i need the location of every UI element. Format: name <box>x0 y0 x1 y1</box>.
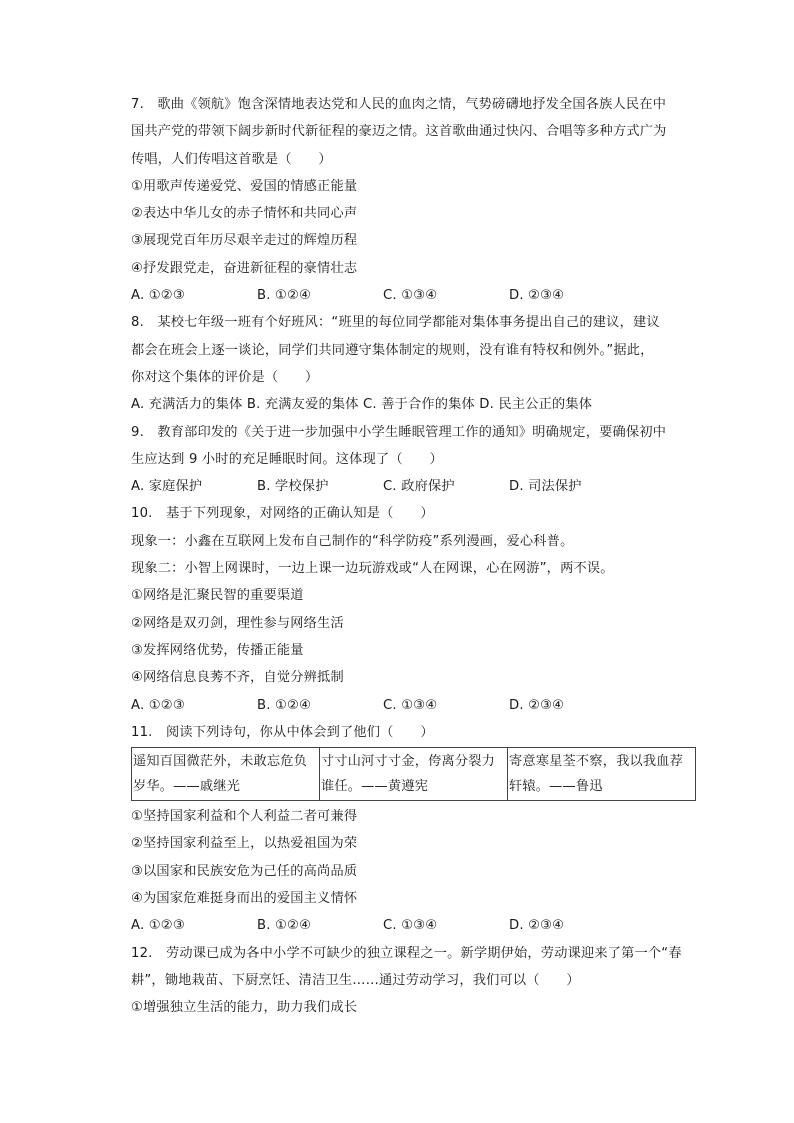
statement-item: ②表达中华儿女的赤子情怀和共同心声 <box>131 206 358 222</box>
exam-page <box>131 91 696 1022</box>
option-b: B. ①②④ <box>257 288 312 304</box>
phenomenon-2: 现象二：小智上网课时，一边上课一边玩游戏或“人在网课，心在网游”，两不误。 <box>131 561 614 577</box>
question-8 <box>131 309 696 418</box>
question-stem-line: 国共产党的带领下阔步新时代新征程的豪迈之情。这首歌曲通过快闪、合唱等多种方式广为 <box>131 124 667 140</box>
question-11 <box>131 719 696 940</box>
statement-item: ③以国家和民族安危为己任的高尚品质 <box>131 863 358 879</box>
option-a: A. 家庭保护 <box>131 479 203 495</box>
option-c: C. ①③④ <box>383 697 438 713</box>
question-stem-line: 都会在班会上逐一谈论，同学们共同遵守集体制定的规则，没有谁有特权和例外。”据此， <box>131 342 654 358</box>
option-a: A. ①②③ <box>131 697 185 713</box>
poem-cell-huangzunxian <box>320 748 508 801</box>
option-d: D. ②③④ <box>509 697 565 713</box>
question-stem-line: 生应达到 9 小时的充足睡眠时间。这体现了（ ） <box>131 451 443 467</box>
option-d: D. 司法保护 <box>509 479 582 495</box>
phenomenon-1: 现象一：小鑫在互联网上发布自己制作的“科学防疫”系列漫画，爱心科普。 <box>131 533 574 549</box>
question-stem-line: 10. 基于下列现象，对网络的正确认知是（ ） <box>131 506 434 522</box>
poem-cell-qijiguang <box>132 748 320 801</box>
poem-line: 寸寸山河寸寸金，侉离分裂力 <box>321 754 496 770</box>
question-stem-line: 11. 阅读下列诗句，你从中体会到了他们（ ） <box>131 724 434 740</box>
answer-options <box>131 912 696 939</box>
option-c: C. ①③④ <box>383 918 438 934</box>
poem-cell-luxun <box>508 748 696 801</box>
question-stem-line: 8. 某校七年级一班有个好班风：“班里的每位同学都能对集体事务提出自己的建议，建议 <box>131 315 660 331</box>
statement-item: ③展现党百年历尽艰辛走过的辉煌历程 <box>131 233 358 249</box>
poem-line: 寄意寒星荃不察，我以我血荐 <box>509 754 684 770</box>
question-10 <box>131 500 696 718</box>
statement-item: ①增强独立生活的能力，助力我们成长 <box>131 1000 358 1016</box>
poem-attribution: 岁华。——戚继光 <box>133 779 241 795</box>
question-7 <box>131 91 696 309</box>
option-a: A. ①②③ <box>131 918 185 934</box>
poem-table <box>131 747 696 801</box>
option-c: C. ①③④ <box>383 288 438 304</box>
question-stem-line: 传唱，人们传唱这首歌是（ ） <box>131 151 332 167</box>
question-stem-line: 7. 歌曲《领航》饱含深情地表达党和人民的血肉之情，气势磅礴地抒发全国各族人民在中 <box>131 97 667 112</box>
answer-options <box>131 473 696 500</box>
statement-item: ①网络是汇聚民智的重要渠道 <box>131 588 304 604</box>
question-stem-line: 9. 教育部印发的《关于进一步加强中小学生睡眠管理工作的通知》明确规定，要确保初中 <box>131 424 667 440</box>
poem-line: 遥知百国微茫外，未敢忘危负 <box>133 754 308 770</box>
option-b: B. ①②④ <box>257 697 312 713</box>
statement-item: ①坚持国家利益和个人利益二者可兼得 <box>131 809 358 825</box>
question-stem-line: 你对这个集体的评价是（ ） <box>131 369 319 385</box>
statement-item: ④为国家危难挺身而出的爱国主义情怀 <box>131 891 358 907</box>
option-a: A. ①②③ <box>131 288 185 304</box>
answer-options <box>131 692 696 719</box>
option-d: D. ②③④ <box>509 288 565 304</box>
poem-attribution: 谁任。——黄遵宪 <box>321 779 429 795</box>
option-c: C. 政府保护 <box>383 479 455 495</box>
option-b: B. ①②④ <box>257 918 312 934</box>
statement-item: ①用歌声传递爱党、爱国的情感正能量 <box>131 178 358 194</box>
statement-item: ④网络信息良莠不齐，自觉分辨抵制 <box>131 670 344 686</box>
option-b: B. 学校保护 <box>257 479 329 495</box>
answer-options <box>131 282 696 309</box>
question-stem-line: 耕”，锄地栽苗、下厨烹饪、清洁卫生……通过劳动学习，我们可以（ ） <box>131 972 580 988</box>
statement-item: ②网络是双刃剑，理性参与网络生活 <box>131 615 344 631</box>
answer-options: A. 充满活力的集体 B. 充满友爱的集体 C. 善于合作的集体 D. 民主公正的集体 <box>131 397 593 413</box>
poem-attribution: 轩辕。——鲁迅 <box>509 779 603 795</box>
option-d: D. ②③④ <box>509 918 565 934</box>
statement-item: ②坚持国家利益至上，以热爱祖国为荣 <box>131 836 358 852</box>
statement-item: ③发挥网络优势，传播正能量 <box>131 642 304 658</box>
statement-item: ④抒发跟党走，奋进新征程的豪情壮志 <box>131 260 358 276</box>
question-stem-line: 12. 劳动课已成为各中小学不可缺少的独立课程之一。新学期伊始，劳动课迎来了第一个“春 <box>131 945 682 961</box>
question-9 <box>131 419 696 501</box>
question-12 <box>131 940 696 1022</box>
table-row <box>132 748 696 801</box>
